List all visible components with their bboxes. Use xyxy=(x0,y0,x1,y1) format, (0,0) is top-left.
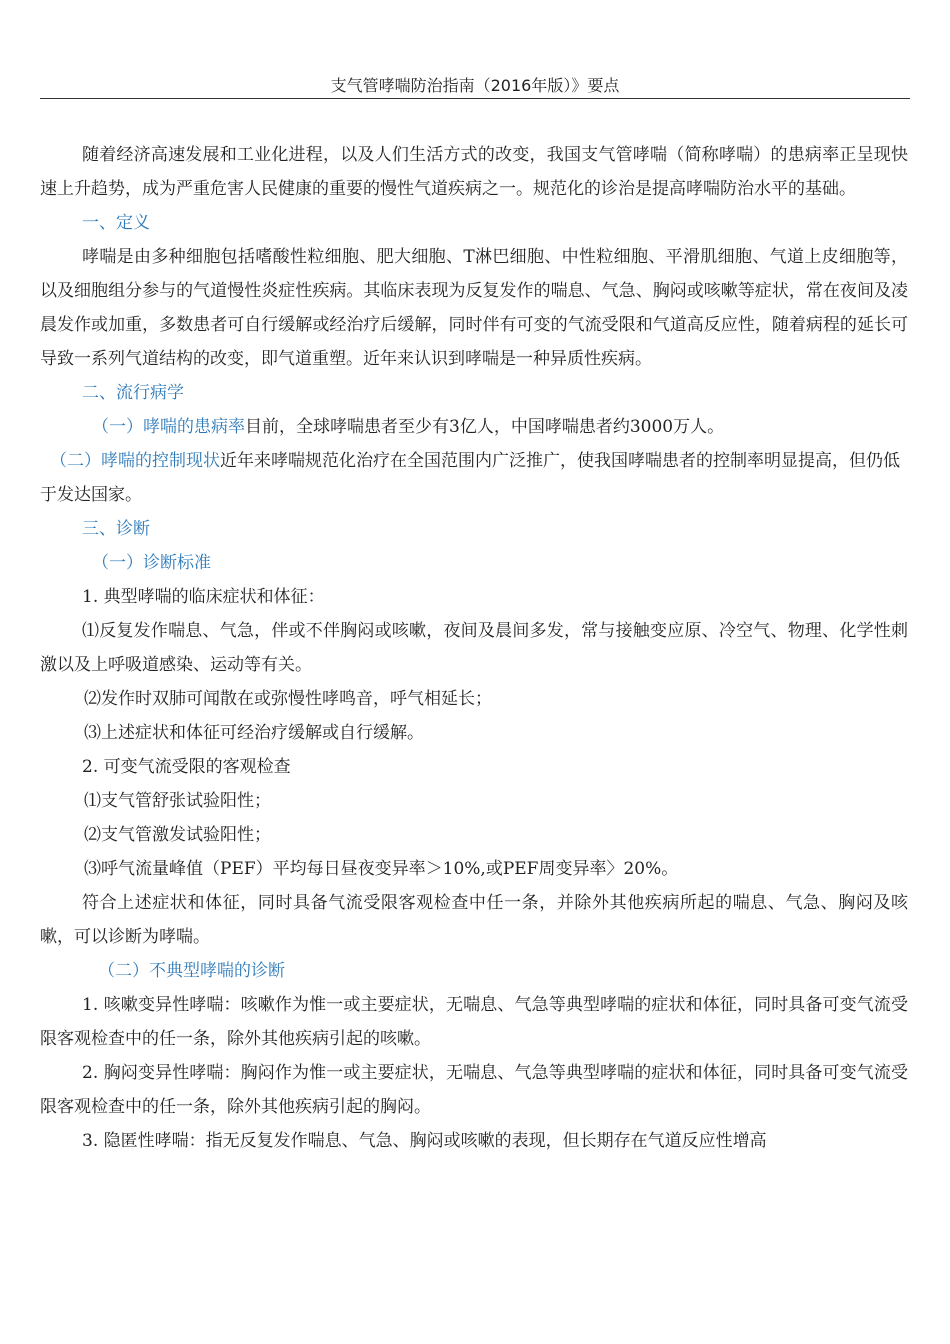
prevalence-body: 目前，全球哮喘患者至少有3亿人，中国哮喘患者约3000万人。 xyxy=(245,417,725,437)
prevalence-title: （一）哮喘的患病率 xyxy=(92,417,245,437)
intro-paragraph: 随着经济高速发展和工业化进程，以及人们生活方式的改变，我国支气管哮喘（简称哮喘）的患病率正呈现快速上升趋势，成为严重危害人民健康的重要的慢性气道疾病之一。规范化的诊治是提高哮喘防治水平的基础。 xyxy=(40,145,908,199)
epidemiology-item-control xyxy=(40,444,908,478)
control-body: 近年来哮喘规范化治疗在全国范围内广泛推广，使我国哮喘患者的控制率明显提高，但仍低 xyxy=(220,451,900,471)
criteria-point-1-title: 1. 典型哮喘的临床症状和体征： xyxy=(82,587,325,607)
section-heading-definition: 一、定义 xyxy=(82,213,150,233)
criteria-point-2-a: ⑴支气管舒张试验阳性； xyxy=(84,791,271,811)
atypical-cough-variant: 1. 咳嗽变异性哮喘：咳嗽作为惟一或主要症状，无喘息、气急等典型哮喘的症状和体征，同时具备可变气流受限客观检查中的任一条，除外其他疾病引起的咳嗽。 xyxy=(40,995,908,1049)
section-heading-diagnosis: 三、诊断 xyxy=(82,519,150,539)
diagnosis-sub-atypical: （二）不典型哮喘的诊断 xyxy=(98,961,285,981)
diagnosis-summary: 符合上述症状和体征，同时具备气流受限客观检查中任一条，并除外其他疾病所起的喘息、气急、胸闷及咳嗽，可以诊断为哮喘。 xyxy=(40,893,908,947)
criteria-point-1-c: ⑶上述症状和体征可经治疗缓解或自行缓解。 xyxy=(84,723,424,743)
definition-paragraph: 哮喘是由多种细胞包括嗜酸性粒细胞、肥大细胞、T淋巴细胞、中性粒细胞、平滑肌细胞、气道上皮细胞等，以及细胞组分参与的气道慢性炎症性疾病。其临床表现为反复发作的喘息、气急、胸闷或咳嗽等症状，常在夜间及凌晨发作或加重，多数患者可自行缓解或经治疗后缓解，同时伴有可变的气流受限和气道高反应性，随着病程的延长可导致一系列气道结构的改变，即气道重塑。近年来认识到哮喘是一种异质性疾病。 xyxy=(40,247,908,369)
criteria-point-2-title: 2. 可变气流受限的客观检查 xyxy=(82,757,291,777)
criteria-point-2-c: ⑶呼气流量峰值（PEF）平均每日昼夜变异率＞10%,或PEF周变异率〉20%。 xyxy=(84,859,679,879)
criteria-point-2-b: ⑵支气管激发试验阳性； xyxy=(84,825,271,845)
control-continuation: 于发达国家。 xyxy=(40,485,142,505)
criteria-point-1-b: ⑵发作时双肺可闻散在或弥慢性哮鸣音，呼气相延长； xyxy=(84,689,492,709)
page-header-title: 支气管哮喘防治指南（2016年版）》要点 xyxy=(330,76,620,95)
atypical-chest-tightness-variant: 2. 胸闷变异性哮喘：胸闷作为惟一或主要症状，无喘息、气急等典型哮喘的症状和体征，同时具备可变气流受限客观检查中的任一条，除外其他疾病引起的胸闷。 xyxy=(40,1063,908,1117)
epidemiology-item-prevalence xyxy=(40,410,908,444)
page-header xyxy=(40,76,910,99)
document-body xyxy=(40,138,908,1158)
diagnosis-sub-criteria: （一）诊断标准 xyxy=(92,553,211,573)
control-title: （二）哮喘的控制现状 xyxy=(50,451,220,471)
atypical-occult-asthma: 3. 隐匿性哮喘：指无反复发作喘息、气急、胸闷或咳嗽的表现，但长期存在气道反应性增高 xyxy=(82,1131,767,1151)
section-heading-epidemiology: 二、流行病学 xyxy=(82,383,184,403)
criteria-point-1-a: ⑴反复发作喘息、气急，伴或不伴胸闷或咳嗽，夜间及晨间多发，常与接触变应原、冷空气、物理、化学性刺激以及上呼吸道感染、运动等有关。 xyxy=(40,621,908,675)
